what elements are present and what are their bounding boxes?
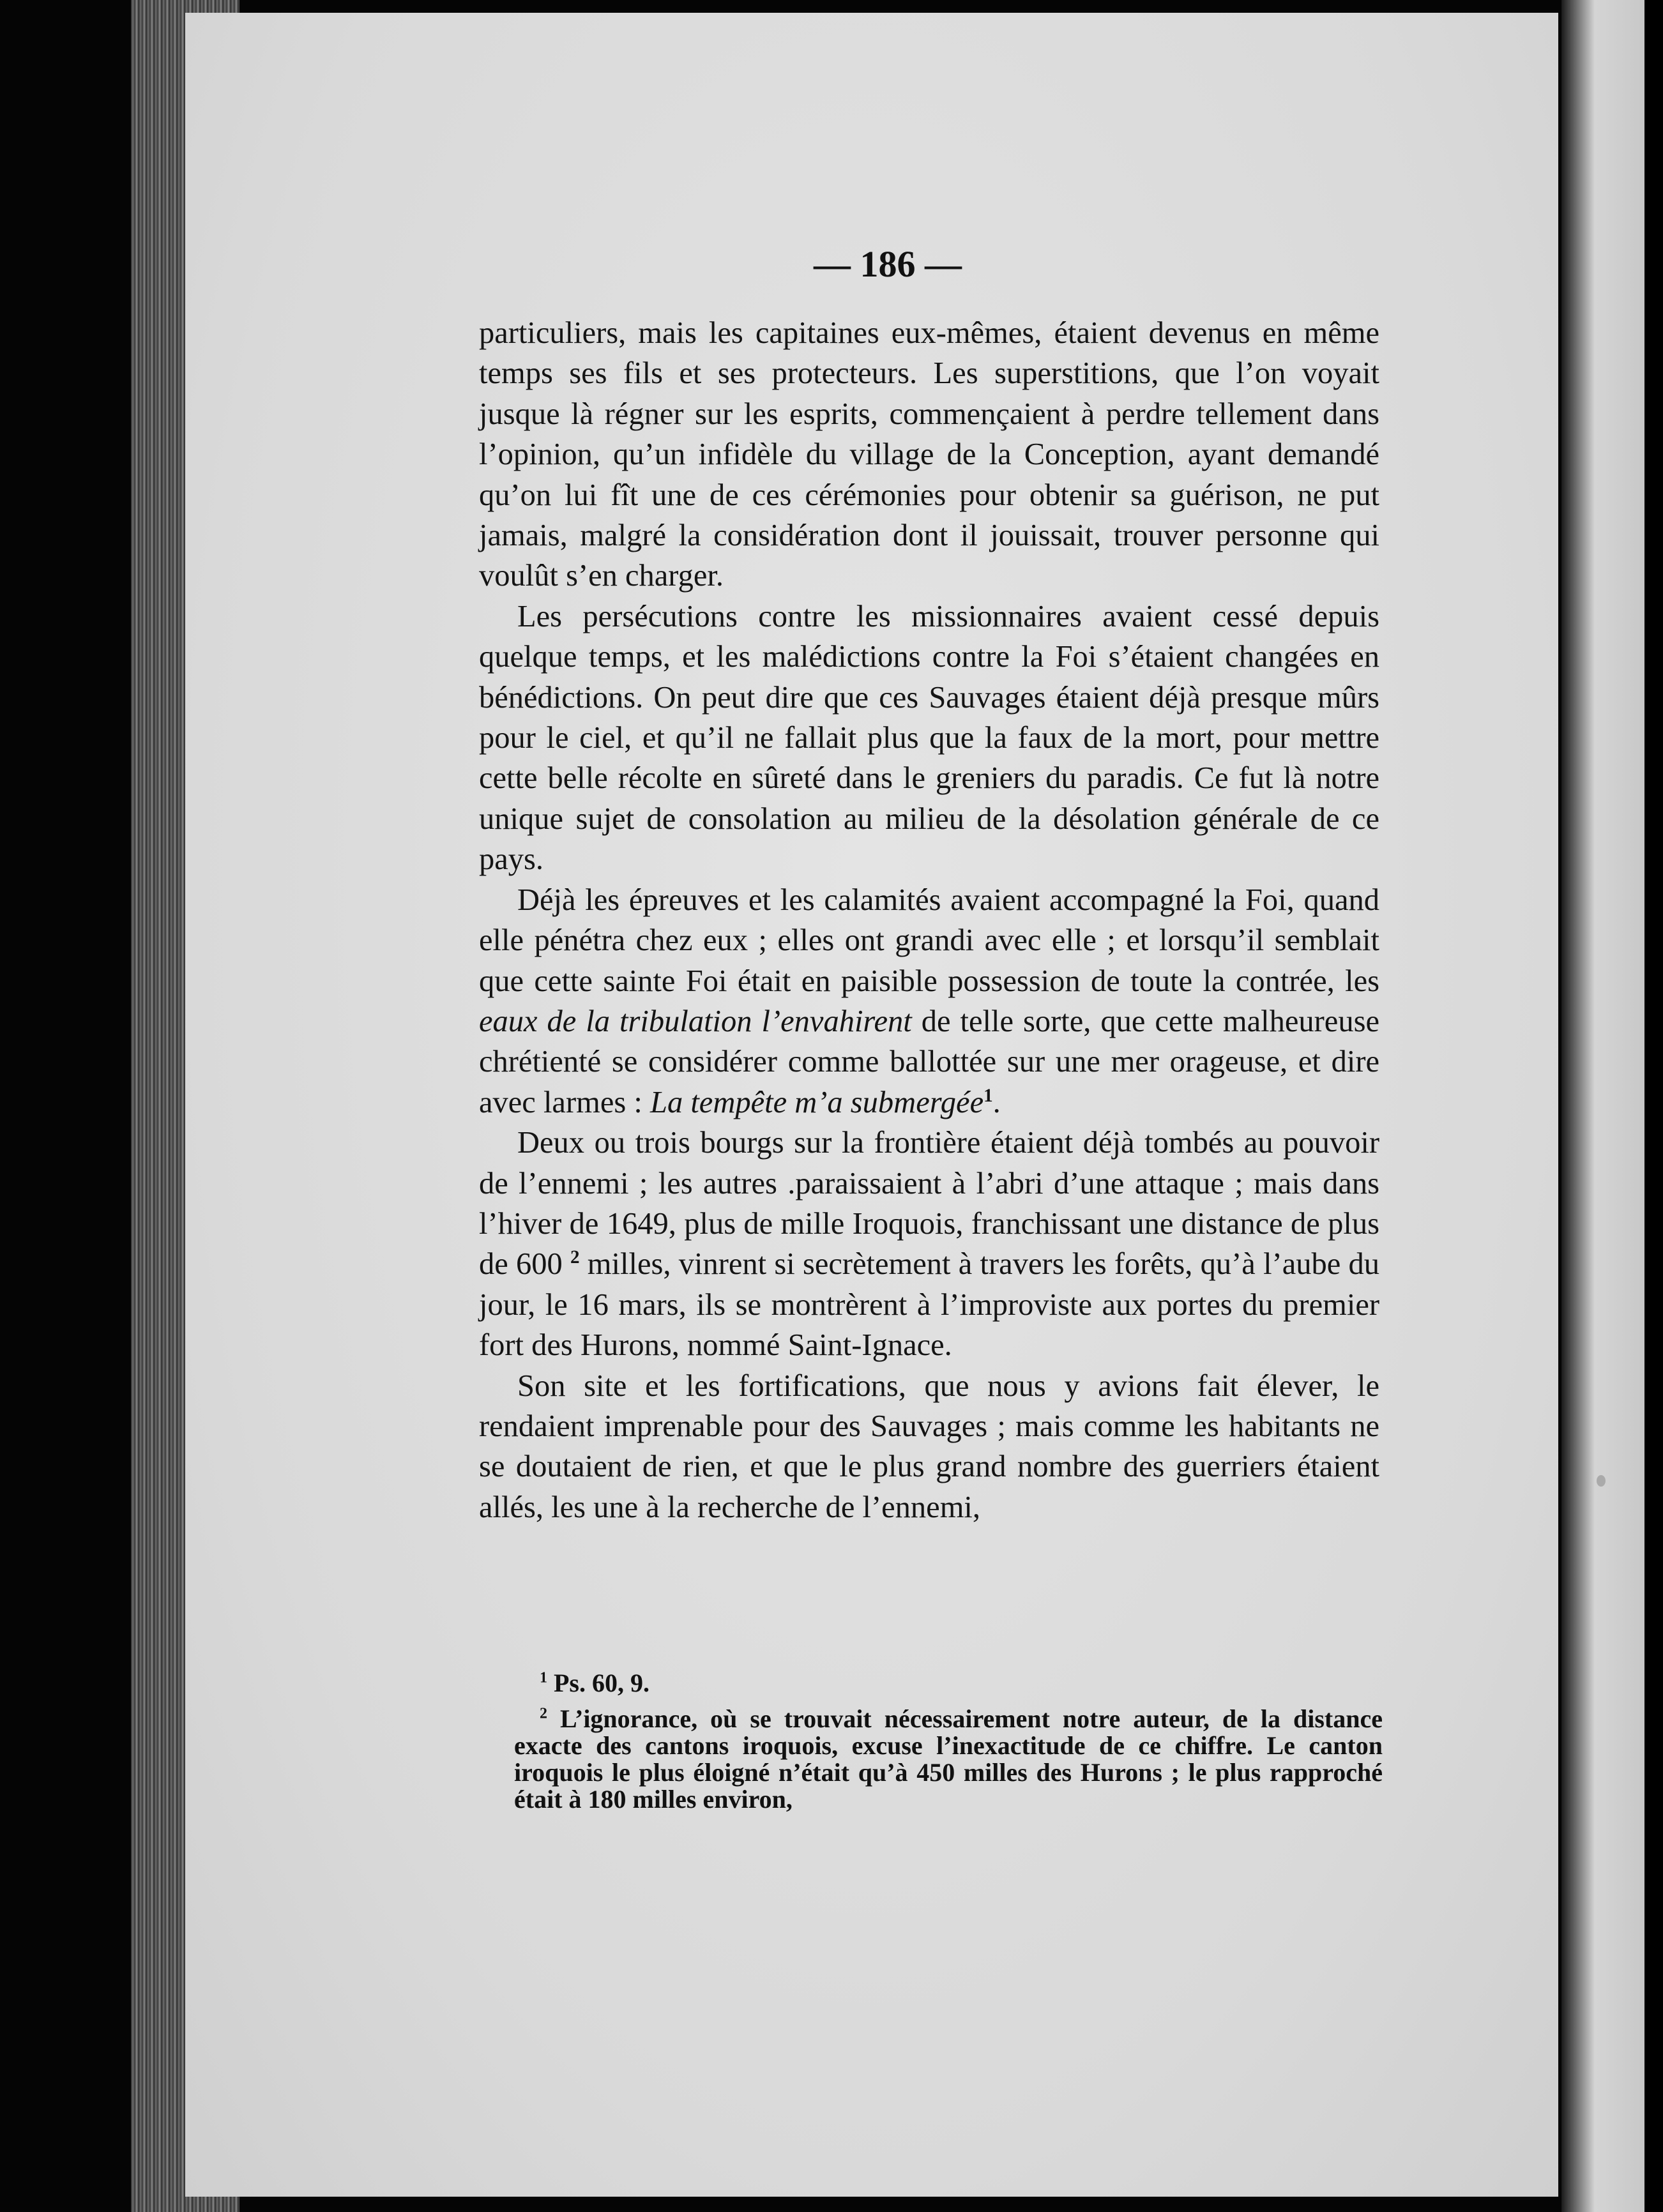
text-segment: Son site et les fortifications, que nous y avions fait élever, le rendaient imprenable pour des Sauvages ; mais comme les habitants ne se doutaient de rien, et que le plus grand nombre des guerriers étaient allés, les une à la recherche de l’ennemi,: [479, 1368, 1379, 1524]
paper-speck: [1597, 1475, 1606, 1487]
paragraph: [479, 880, 1379, 1123]
text-segment: .: [992, 1085, 1001, 1119]
footnote: [514, 1706, 1383, 1813]
page-number: — 186 —: [814, 243, 962, 285]
footnote-reference: 1: [983, 1085, 993, 1106]
footnote-text: L’ignorance, où se trouvait nécessairement notre auteur, de la distance exacte des cantons iroquois, excuse l’inexactitude de ce chiffre. Le canton iroquois le plus éloigné n’était qu’à 450 milles des Hurons ; le plus rapproché était à 180 milles environ,: [514, 1704, 1383, 1814]
paragraph: [479, 1123, 1379, 1365]
italic-text: eaux de la tribulation l’envahirent: [479, 1004, 912, 1038]
footnote-marker: 2: [540, 1705, 547, 1722]
scan-border-right: [1644, 0, 1663, 2212]
text-segment: Deux ou trois bourgs sur la frontière étaient déjà tombés au pouvoir de l’ennemi ; les autres .paraissaient à l’abri d’une attaque ; mais dans l’hiver de 1649, plus de mille Iroquois, franchissant une distance de plus de 600: [479, 1126, 1379, 1282]
paragraph: [479, 596, 1379, 880]
text-segment: de telle sorte, que cette malheureuse chrétienté se considérer comme ballottée sur une mer orageuse, et dire avec larmes :: [479, 1004, 1379, 1119]
text-segment: particuliers, mais les capitaines eux-mêmes, étaient devenus en même temps ses fils et ses protecteurs. Les superstitions, que l’on voyait jusque là régner sur les esprits, commençaient à perdre tellement dans l’opinion, qu’un infidèle du village de la Conception, ayant demandé qu’on lui fît une de ces cérémonies pour obtenir sa guérison, ne put jamais, malgré la considération dont il jouissait, trouver personne qui voulût s’en charger.: [479, 316, 1379, 593]
text-segment: Déjà les épreuves et les calamités avaient accompagné la Foi, quand elle pénétra chez eux ; elles ont grandi avec elle ; et lorsqu’il semblait que cette sainte Foi était en paisible possession de toute la contrée, les: [479, 883, 1379, 998]
text-segment: Les persécutions contre les missionnaires avaient cessé depuis quelque temps, et les malédictions contre la Foi s’étaient changées en bénédictions. On peut dire que ces Sauvages étaient déjà presque mûrs pour le ciel, et qu’il ne fallait plus que la faux de la mort, pour mettre cette belle récolte en sûreté dans le greniers du paradis. Ce fut là notre unique sujet de consolation au milieu de la désolation générale de ce pays.: [479, 599, 1379, 877]
text-segment: milles, vinrent si secrètement à travers les forêts, qu’à l’aube du jour, le 16 mars, ils se montrèrent à l’improviste aux portes du premier fort des Hurons, nommé Saint-Ignace.: [479, 1247, 1379, 1363]
main-text: [479, 313, 1379, 1527]
italic-text: La tempête m’a submergée: [649, 1085, 984, 1119]
paragraph: [479, 1366, 1379, 1528]
footnote-text: Ps. 60, 9.: [547, 1669, 649, 1697]
paragraph: [479, 313, 1379, 596]
footnote-reference: 2: [570, 1247, 580, 1268]
footnote-marker: 1: [540, 1669, 547, 1686]
footnote: [514, 1670, 1383, 1697]
footnotes: [514, 1670, 1383, 1813]
facing-page-edge: [1561, 0, 1644, 2212]
